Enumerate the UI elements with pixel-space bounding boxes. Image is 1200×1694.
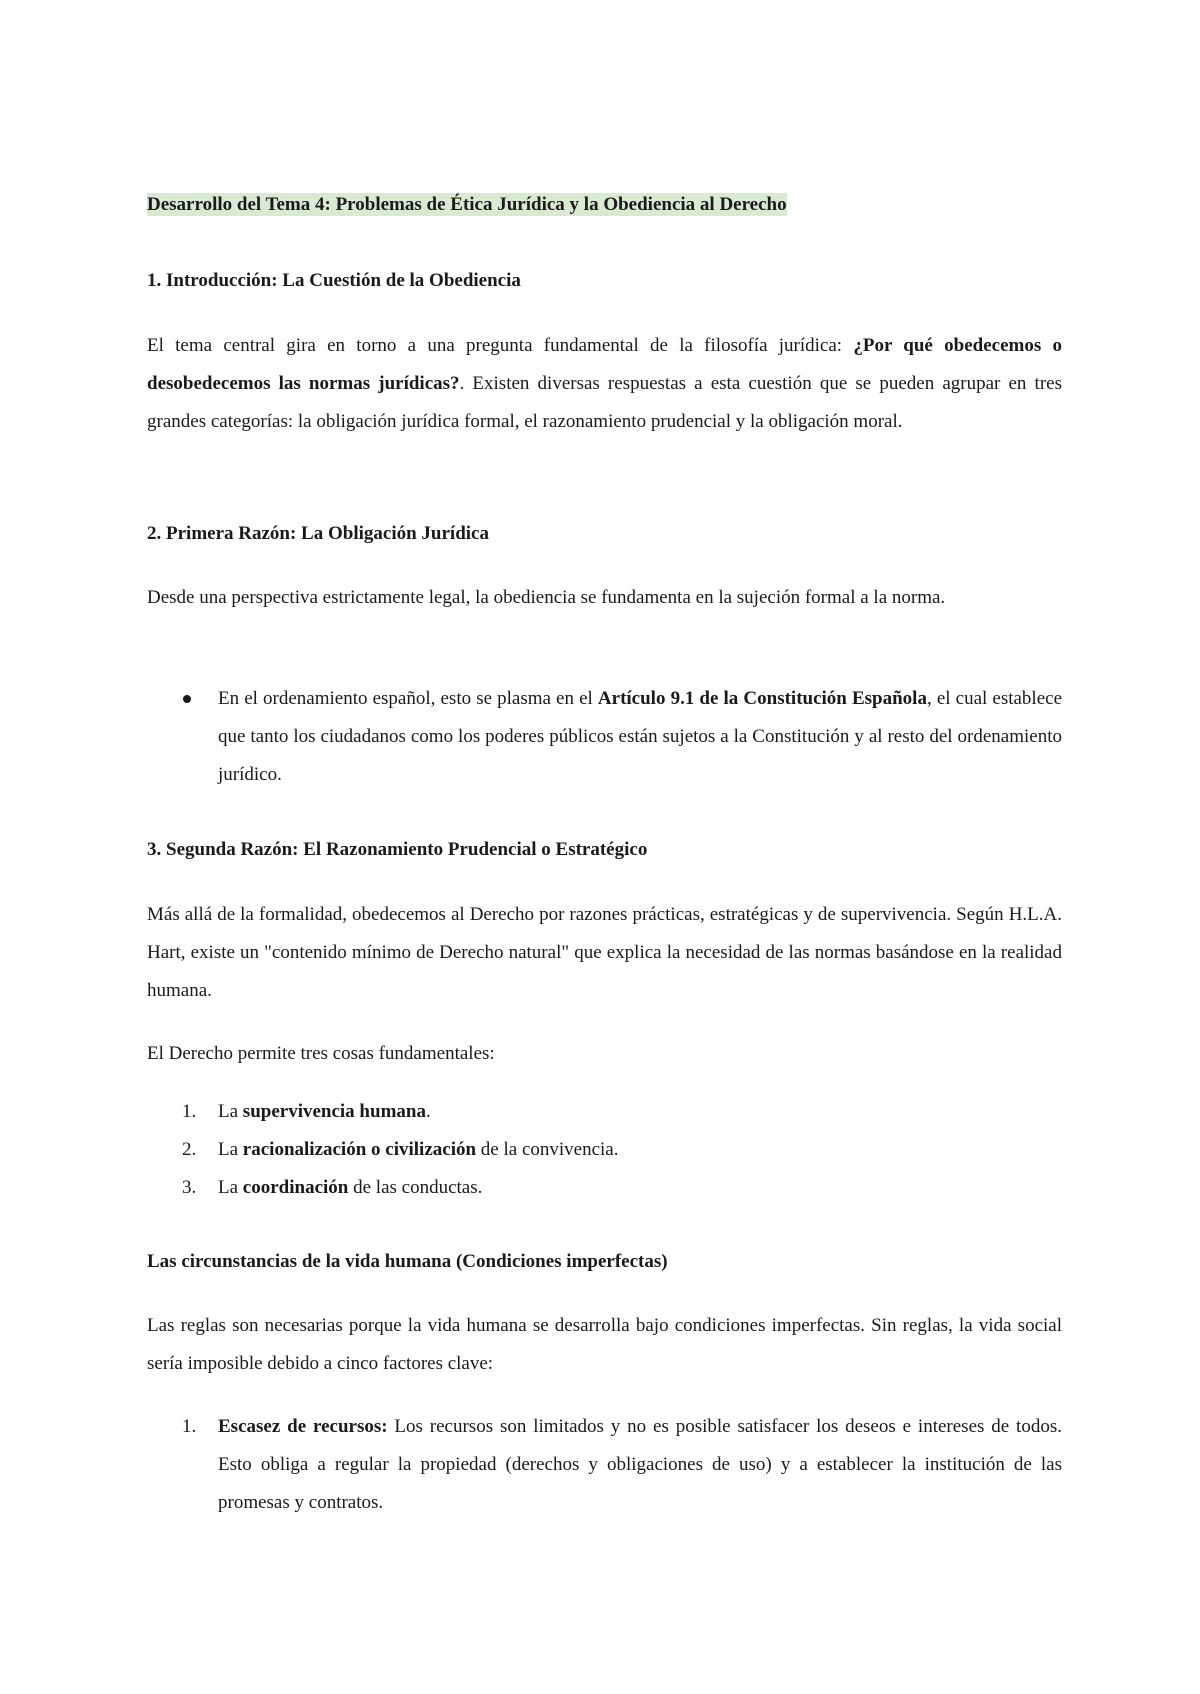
key-question: ¿Por qué obedecemos o desobedecemos las normas jurídicas? bbox=[147, 335, 1062, 394]
section-3-intro: El Derecho permite tres cosas fundamentales: bbox=[147, 1043, 495, 1064]
section-3-paragraph: Más allá de la formalidad, obedecemos al Derecho por razones prácticas, estratégicas y de supervivencia. Según H.L.A. Hart, existe un "contenido mínimo de Derecho natural" que explica la necesidad de las normas basándose en la realidad humana. bbox=[147, 904, 1062, 1001]
section-4-heading: Las circunstancias de la vida humana (Condiciones imperfectas) bbox=[147, 1251, 668, 1272]
bullet-item: En el ordenamiento español, esto se plasma en el Artículo 9.1 de la Constitución Española, el cual establece que tanto los ciudadanos como los poderes públicos están sujetos a la Constitución y al resto del ordenamiento jurídico. bbox=[182, 680, 1062, 794]
section-2-paragraph: Desde una perspectiva estrictamente legal, la obediencia se fundamenta en la sujeción formal a la norma. bbox=[147, 587, 946, 608]
section-1-heading: 1. Introducción: La Cuestión de la Obediencia bbox=[147, 270, 521, 291]
section-2-heading: 2. Primera Razón: La Obligación Jurídica bbox=[147, 523, 489, 544]
list-item: 1. La supervivencia humana. bbox=[182, 1101, 431, 1122]
section-1-paragraph: El tema central gira en torno a una pregunta fundamental de la filosofía jurídica: ¿Por qué obedecemos o desobedecemos las normas jurídicas?. Existen diversas respuestas a esta cuestión que se pueden agrupar en tres grandes categorías: la obligación jurídica formal, el razonamiento prudencial y la obligación moral. bbox=[147, 335, 1062, 432]
document-title: Desarrollo del Tema 4: Problemas de Ética Jurídica y la Obediencia al Derecho bbox=[147, 194, 787, 215]
section-4-paragraph: Las reglas son necesarias porque la vida humana se desarrolla bajo condiciones imperfectas. Sin reglas, la vida social sería imposible debido a cinco factores clave: bbox=[147, 1315, 1062, 1374]
section-3-heading: 3. Segunda Razón: El Razonamiento Prudencial o Estratégico bbox=[147, 839, 648, 860]
list-item: 1. Escasez de recursos: Los recursos son limitados y no es posible satisfacer los deseos e intereses de todos. Esto obliga a regular la propiedad (derechos y obligaciones de uso) y a establecer la institución de las promesas y contratos. bbox=[182, 1416, 1062, 1513]
bullet-dot-icon bbox=[183, 695, 191, 703]
list-item: 2. La racionalización o civilización de la convivencia. bbox=[182, 1139, 619, 1160]
list-item: 3. La coordinación de las conductas. bbox=[182, 1177, 483, 1198]
